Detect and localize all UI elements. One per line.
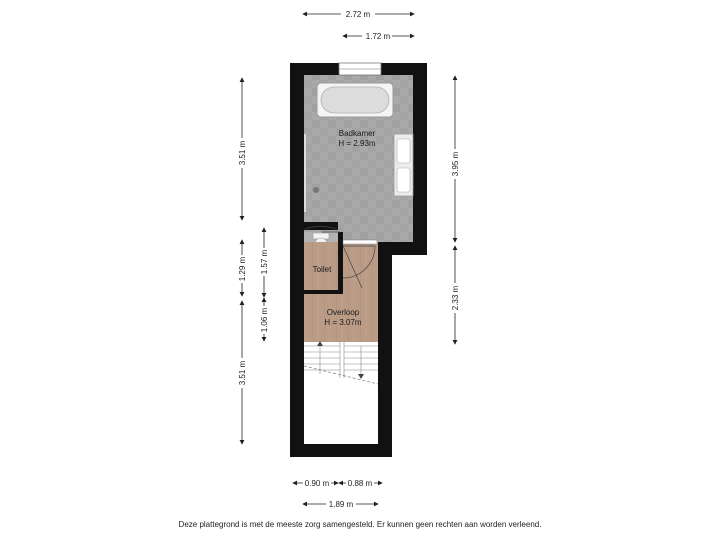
disclaimer-text: Deze plattegrond is met de meeste zorg samengesteld. Er kunnen geen rechten aan worden verleend.: [178, 520, 542, 529]
dim-left-top: 3.51 m: [238, 140, 247, 166]
landing-height: H = 3.07m: [324, 318, 362, 327]
dim-left-mid2: 1.57 m: [260, 249, 269, 275]
dim-bottom-total: 1.89 m: [328, 500, 354, 509]
dim-top-total: 2.72 m: [345, 10, 371, 19]
double-sink: [394, 134, 413, 196]
dim-bottom-right: 0.88 m: [347, 479, 373, 488]
dim-left-small: 1.06 m: [260, 307, 269, 333]
dim-left-bottom: 3.51 m: [238, 360, 247, 386]
bathtub: [317, 83, 393, 117]
dim-left-mid: 1.29 m: [238, 256, 247, 282]
dim-top-inner: 1.72 m: [365, 32, 391, 41]
toilet-label: Toilet: [312, 265, 332, 274]
dim-right-bottom: 2.33 m: [451, 285, 460, 311]
shower-drain: [313, 187, 319, 193]
bathroom-label: Badkamer: [338, 129, 376, 138]
staircase: [304, 341, 392, 444]
bathroom-height: H = 2.93m: [338, 139, 376, 148]
landing-label: Overloop: [326, 308, 360, 317]
dim-right-top: 3.95 m: [451, 151, 460, 177]
dim-bottom-left: 0.90 m: [304, 479, 330, 488]
